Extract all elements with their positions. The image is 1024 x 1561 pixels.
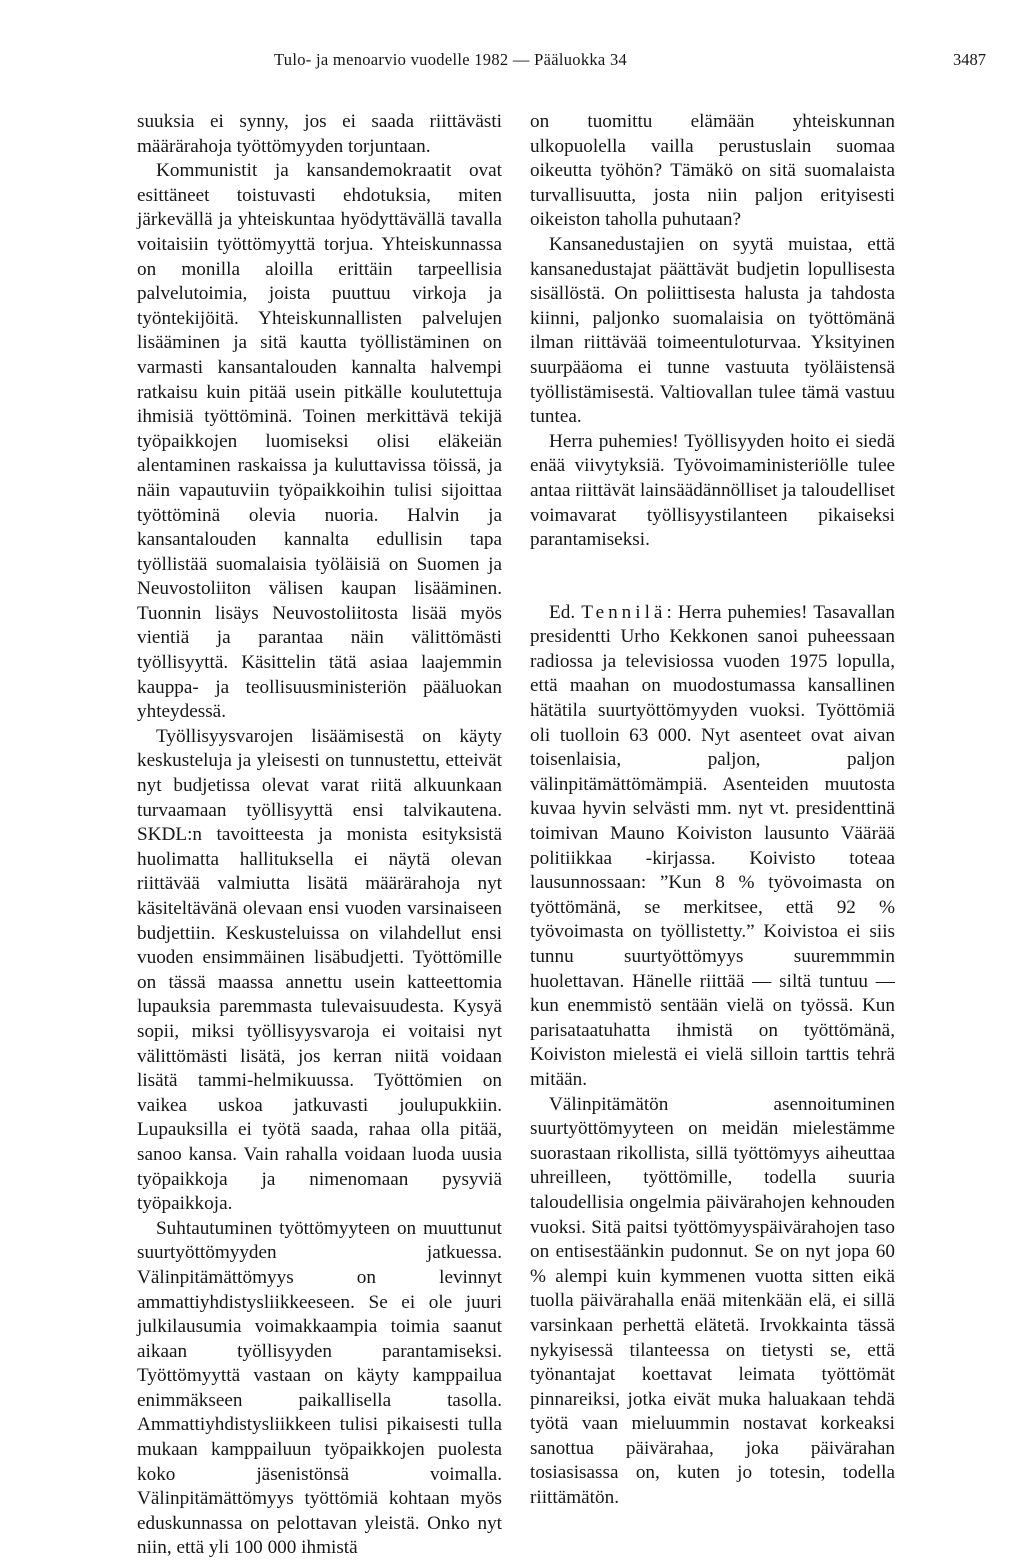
right-column [530,110,895,1511]
speaker-separator: : [666,601,672,623]
speaker-name: Tennilä [581,601,667,623]
section-gap [530,553,895,601]
paragraph: Kansanedustajien on syytä muistaa, että kansanedustajat päättävät budjetin lopullisesta sisällöstä. On poliittisesta halusta ja tahdosta kiinni, paljonko suomalaisia on työttömänä ilman riittävää toimeentuloturvaa. Yksityinen suurpääoma ei tunne vastuuta työläistensä työllistämisestä. Valtiovallan tulee tämä vastuu tuntea. [530,233,895,428]
paragraph-continuation: on tuomittu elämään yhteiskunnan ulkopuolella vailla perustuslain suomaa oikeutta työhön? Tämäkö on sitä suomalaista turvallisuutta, josta niin paljon erityisesti oikeiston taholla puhutaan? [530,111,895,231]
page-header [0,50,1024,80]
paragraph: Kommunistit ja kansandemokraatit ovat esittäneet toistuvasti ehdotuksia, miten järkevällä ja yhteiskuntaa hyödyttävällä tavalla voitaisiin työttömyyttä torjua. Yhteiskunnassa on monilla aloilla erittäin tarpeellisia palvelutoimia, joista puuttuu virkoja ja työntekijöitä. Yhteiskunnallisten palvelujen lisääminen ja sitä kautta työllistäminen on varmasti kansantalouden kannalta halvempi ratkaisu kuin pitää usein pitkälle koulutettuja ihmisiä työttöminä. Toinen merkittävä tekijä työpaikkojen luomiseksi olisi eläkeiän alentaminen raskaissa ja kuluttavissa töissä, ja näin vapautuviin työpaikkoihin tulisi sijoittaa työttöminä olevia nuoria. Halvin ja kansantalouden kannalta edullisin tapa työllistää suomalaisia työläisiä on Suomen ja Neuvostoliiton välisen kaupan lisääminen. Tuonnin lisäys Neuvostoliitosta lisää myös vientiä ja parantaa näin välittömästi työllisyyttä. Käsittelin tätä asiaa laajemmin kauppa- ja teollisuusministeriön pääluokan yhteydessä. [137,160,502,723]
speech-paragraph [530,601,895,1093]
paragraph: Suhtautuminen työttömyyteen on muuttunut suurtyöttömyyden jatkuessa. Välinpitämättömyys on levinnyt ammattiyhdistysliikkeeseen. Se ei ole juuri julkilausumia voimakkaampia toimia saanut aikaan työllisyyden parantamiseksi. Työttömyyttä vastaan on käyty kamppailua enimmäkseen paikallisella tasolla. Ammattiyhdistysliikkeen tulisi pikaisesti tulla mukaan kamppailuun työpaikkojen puolesta koko jäsenistönsä voimalla. Välinpitämättömyys työttömiä kohtaan myös eduskunnassa on pelottavan yleistä. Onko nyt niin, että yli 100 000 ihmistä [137,1217,502,1559]
paragraph: Herra puhemies! Työllisyyden hoito ei siedä enää viivytyksiä. Työvoimaministeriölle tulee antaa riittävät lainsäädännölliset ja taloudelliset voimavarat työllisyystilanteen pikaiseksi parantamiseksi. [530,430,895,551]
running-title: Tulo- ja menoarvio vuodelle 1982 — Pääluokka 34 [274,50,628,69]
paragraph-continuation: suuksia ei synny, jos ei saada riittävästi määrärahoja työttömyyden torjuntaan. [137,111,502,157]
speaker-prefix: Ed. [549,601,576,623]
paragraph: Työllisyysvarojen lisäämisestä on käyty keskusteluja ja yleisesti on tunnustettu, etteivät nyt budjetissa olevat varat riitä alkuunkaan turvaamaan työllisyyttä ensi talvikautena. SKDL:n tavoitteesta ja monista esityksistä huolimatta hallituksella ei näytä olevan riittävää valmiutta lisätä määrärahoja nyt käsiteltävänä olevaan ensi vuoden varsinaiseen budjettiin. Keskusteluissa on vilahdellut ensi vuoden ensimmäinen lisäbudjetti. Työttömille on tässä maassa annettu usein katteettomia lupauksia paremmasta tulevaisuudesta. Kysyä sopii, miksi työllisyysvaroja ei voitaisi nyt välittömästi lisätä, jos kerran niitä voidaan lisätä tammi-helmikuussa. Työttömien on vaikea uskoa jatkuvasti joulupukkiin. Lupauksilla ei työtä saada, rahaa olla pitää, sanoo kansa. Vain rahalla voidaan luoda uusia työpaikkoja ja nimenomaan pysyviä työpaikkoja. [137,725,502,1215]
page-number: 3487 [953,50,986,69]
paragraph: Välinpitämätön asennoituminen suurtyöttömyyteen on meidän mielestämme suorastaan rikollista, sillä työttömyys aiheuttaa uhreilleen, työttömille, todella suuria taloudellisia ongelmia päivärahojen kehnouden vuoksi. Sitä paitsi työttömyyspäivärahojen taso on entisestäänkin pudonnut. Se on nyt jopa 60 % alempi kuin kymmenen vuotta sitten eikä tuolla päivärahalla enää mitenkään elä, ei sillä varsinkaan perhettä elätetä. Irvokkainta tässä nykyisessä tilanteessa on tietysti se, että työnantajat koettavat leimata työttömät pinnareiksi, jotka eivät muka haluakaan tehdä työtä vaan mieluummin nostavat korkeaksi sanottua päivärahaa, joka päivärahan tosiasisassa on, kuten jo totesin, todella riittämätön. [530,1093,895,1509]
left-column [137,110,502,1561]
speech-text: Herra puhemies! Tasavallan presidentti Urho Kekkonen sanoi puheessaan radiossa ja televisiossa vuoden 1975 lopulla, että maahan on muodostumassa kansallinen hätätila suurtyöttömyyden vuoksi. Työttömiä oli tuolloin 63 000. Nyt asenteet ovat aivan toisenlaisia, paljon, paljon välinpitämättömämpiä. Asenteiden muutosta kuvaa hyvin selvästi mm. nyt vt. presidenttinä toimivan Mauno Koiviston lausunto Väärää politiikkaa -kirjassa. Koivisto toteaa lausunnossaan: ”Kun 8 % työvoimasta on työttömänä, se merkitsee, että 92 % työvoimasta on työllistetty.” Koivistoa ei siis tunnu suurtyöttömyys suuremmmin huolettavan. Hänelle riittää — siltä tuntuu — kun enemmistö sentään vielä on työssä. Kun parisataatuhatta ihmistä on työttömänä, Koiviston mielestä ei vielä silloin tarttis tehrä mitään. [530,601,895,1090]
